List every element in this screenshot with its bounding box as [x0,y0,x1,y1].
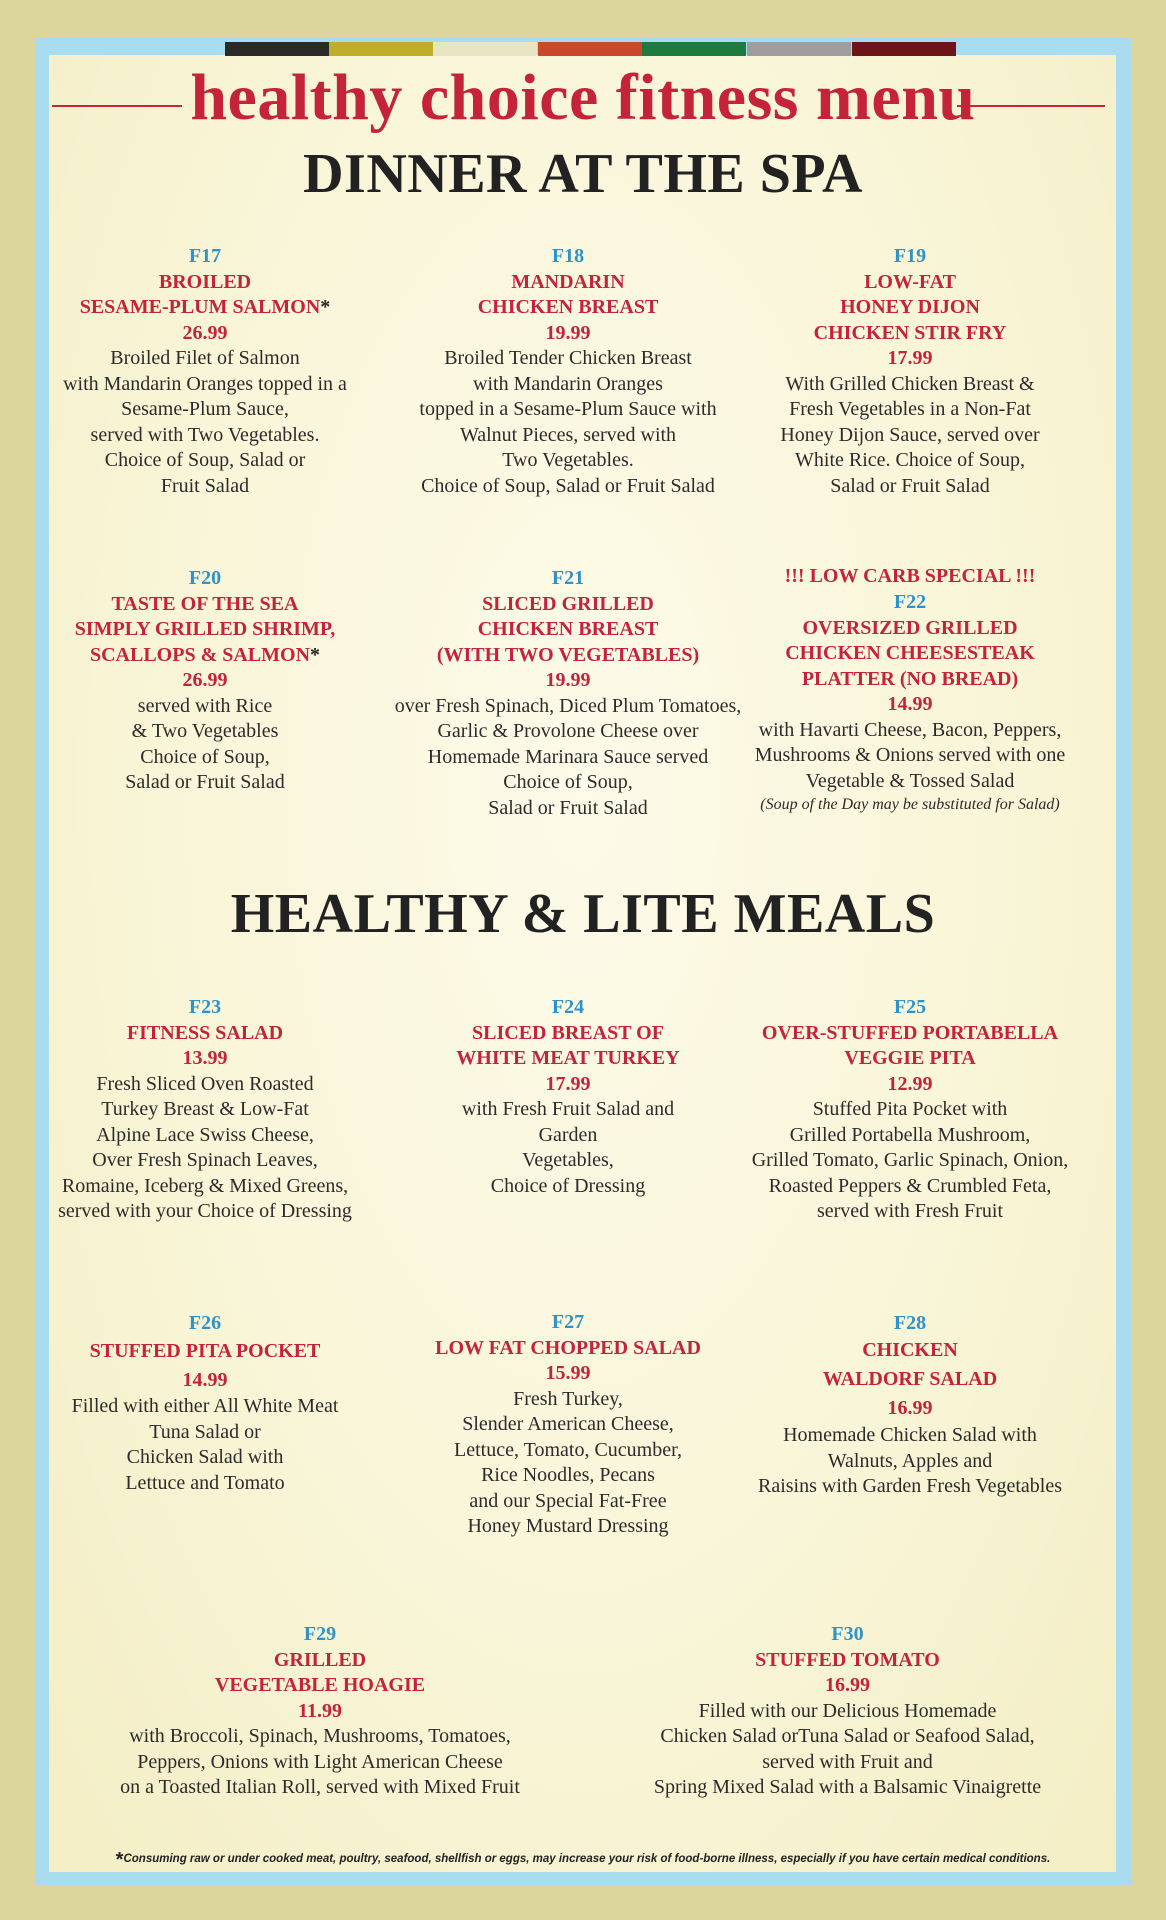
menu-item-f20 [45,566,365,796]
item-name: STUFFED TOMATO [755,1648,940,1671]
item-description: Fresh Sliced Oven Roasted Turkey Breast & Low-Fat Alpine Lace Swiss Cheese, Over Fresh Spinach Leaves, Romaine, Iceberg & Mixed Greens, served with your Choice of Dressing [58,1072,352,1222]
item-description: Filled with either All White Meat Tuna Salad or Chicken Salad with Lettuce and Tomato [71,1395,339,1494]
item-code: F26 [188,1312,222,1334]
item-code: F29 [303,1623,337,1645]
stripe [538,42,642,56]
menu-item-f19 [740,244,1080,499]
section-title-dinner: DINNER AT THE SPA [303,143,863,205]
item-price: 11.99 [298,1699,342,1722]
menu-item-f29 [90,1622,550,1801]
item-code: F28 [893,1312,927,1334]
item-code: F21 [551,567,585,589]
item-description: over Fresh Spinach, Diced Plum Tomatoes, Garlic & Provolone Cheese over Homemade Marinara Sauce served Choice of Soup, Salad or Fruit Salad [394,694,742,819]
menu-item-f18 [398,244,738,499]
item-description: Broiled Tender Chicken Breast with Mandarin Oranges topped in a Sesame-Plum Sauce with Walnut Pieces, served with Two Vegetables. Choice of Soup, Salad or Fruit Salad [419,347,717,497]
item-code: F20 [188,567,222,589]
item-price: 17.99 [887,347,933,369]
menu-item-f23 [45,995,365,1225]
menu-item-f26 [45,1310,365,1496]
item-name: GRILLED VEGETABLE HOAGIE [214,1648,426,1696]
item-description: Fresh Turkey, Slender American Cheese, Lettuce, Tomato, Cucumber, Rice Noodles, Pecans and our Special Fat-Free Honey Mustard Dressing [454,1387,682,1537]
item-price: 26.99 [182,669,228,691]
item-code: F25 [893,996,927,1018]
menu-item-f25 [735,995,1085,1225]
item-code: F17 [188,245,222,267]
item-code: F19 [893,245,927,267]
item-price: 14.99 [887,693,933,715]
item-price: 15.99 [545,1362,591,1384]
item-code: F24 [551,996,585,1018]
disclaimer-text: Consuming raw or under cooked meat, poultry, seafood, shellfish or eggs, may increase your risk of food-borne illness, especially if you have certain medical conditions. [123,1853,1051,1865]
item-description: with Broccoli, Spinach, Mushrooms, Tomatoes, Peppers, Onions with Light American Cheese on a Toasted Italian Roll, served with Mixed Fruit [120,1725,520,1798]
low-carb-special-banner: !!! LOW CARB SPECIAL !!! [784,565,1036,587]
stripe [852,42,956,56]
item-price: 13.99 [182,1047,228,1069]
item-name: TASTE OF THE SEA SIMPLY GRILLED SHRIMP, SCALLOPS & SALMON* [74,592,336,666]
item-description: Broiled Filet of Salmon with Mandarin Oranges topped in a Sesame-Plum Sauce, served with Two Vegetables. Choice of Soup, Salad or Fruit Salad [63,347,347,497]
item-description: Homemade Chicken Salad with Walnuts, Apples and Raisins with Garden Fresh Vegetables [757,1424,1063,1497]
item-name: LOW-FAT HONEY DIJON CHICKEN STIR FRY [813,270,1007,344]
asterisk-mark: * [115,1849,124,1871]
item-name: SLICED GRILLED CHICKEN BREAST (WITH TWO VEGETABLES) [436,592,700,666]
asterisk-mark: * [320,296,331,318]
item-code: F27 [551,1311,585,1333]
item-price: 17.99 [545,1072,591,1095]
item-code: F18 [551,245,585,267]
menu-item-f24 [398,995,738,1199]
stripe [433,42,537,56]
menu-item-f28 [735,1310,1085,1500]
item-description: with Havarti Cheese, Bacon, Peppers, Mushrooms & Onions served with one Vegetable & Tossed Salad [754,718,1066,792]
item-name: LOW FAT CHOPPED SALAD [435,1336,701,1359]
item-price: 26.99 [182,321,228,344]
item-code: F30 [831,1623,864,1645]
item-name: MANDARIN CHICKEN BREAST [477,270,659,318]
item-name: STUFFED PITA POCKET [89,1340,321,1362]
item-price: 12.99 [887,1072,933,1095]
item-code: F23 [188,996,222,1018]
item-name: OVERSIZED GRILLED CHICKEN CHEESESTEAK PLATTER (NO BREAD) [785,616,1035,690]
item-description: With Grilled Chicken Breast & Fresh Vegetables in a Non-Fat Honey Dijon Sauce, served over White Rice. Choice of Soup, Salad or Fruit Salad [780,372,1040,497]
section-title-healthy-lite: HEALTHY & LITE MEALS [230,883,936,945]
item-name: CHICKEN WALDORF SALAD [822,1339,998,1390]
item-price: 16.99 [825,1674,870,1696]
item-description: with Fresh Fruit Salad and Garden Vegetables, Choice of Dressing [461,1098,675,1197]
item-name: SLICED BREAST OF WHITE MEAT TURKEY [456,1021,680,1069]
stripe [329,42,433,56]
stripe [225,42,329,56]
item-description: Stuffed Pita Pocket with Grilled Portabella Mushroom, Grilled Tomato, Garlic Spinach, Onion, Roasted Peppers & Crumbled Feta, served with Fresh Fruit [751,1098,1069,1222]
item-description: Filled with our Delicious Homemade Chicken Salad orTuna Salad or Seafood Salad, served with Fruit and Spring Mixed Salad with a Balsamic Vinaigrette [653,1699,1042,1798]
item-name: BROILED SESAME-PLUM SALMON* [79,270,331,318]
menu-item-f17 [45,244,365,499]
menu-item-f30 [620,1622,1075,1801]
item-code: F22 [893,591,927,613]
stripe [642,42,746,56]
item-price: 19.99 [545,321,591,344]
item-name: FITNESS SALAD [126,1021,284,1044]
item-description: served with Rice & Two Vegetables Choice of Soup, Salad or Fruit Salad [125,694,285,793]
menu-item-f21 [378,566,758,821]
brand-title: healthy choice fitness menu [190,61,976,134]
health-disclaimer [0,1849,1166,1872]
asterisk-mark: * [310,643,321,666]
substitution-note: (Soup of the Day may be substituted for Salad) [760,796,1060,813]
item-price: 16.99 [887,1397,933,1419]
item-price: 19.99 [545,669,591,691]
stripe [747,42,851,56]
item-price: 14.99 [182,1369,228,1391]
item-name: OVER-STUFFED PORTABELLA VEGGIE PITA [761,1021,1059,1069]
menu-item-f22 [735,562,1085,816]
menu-item-f27 [398,1310,738,1540]
